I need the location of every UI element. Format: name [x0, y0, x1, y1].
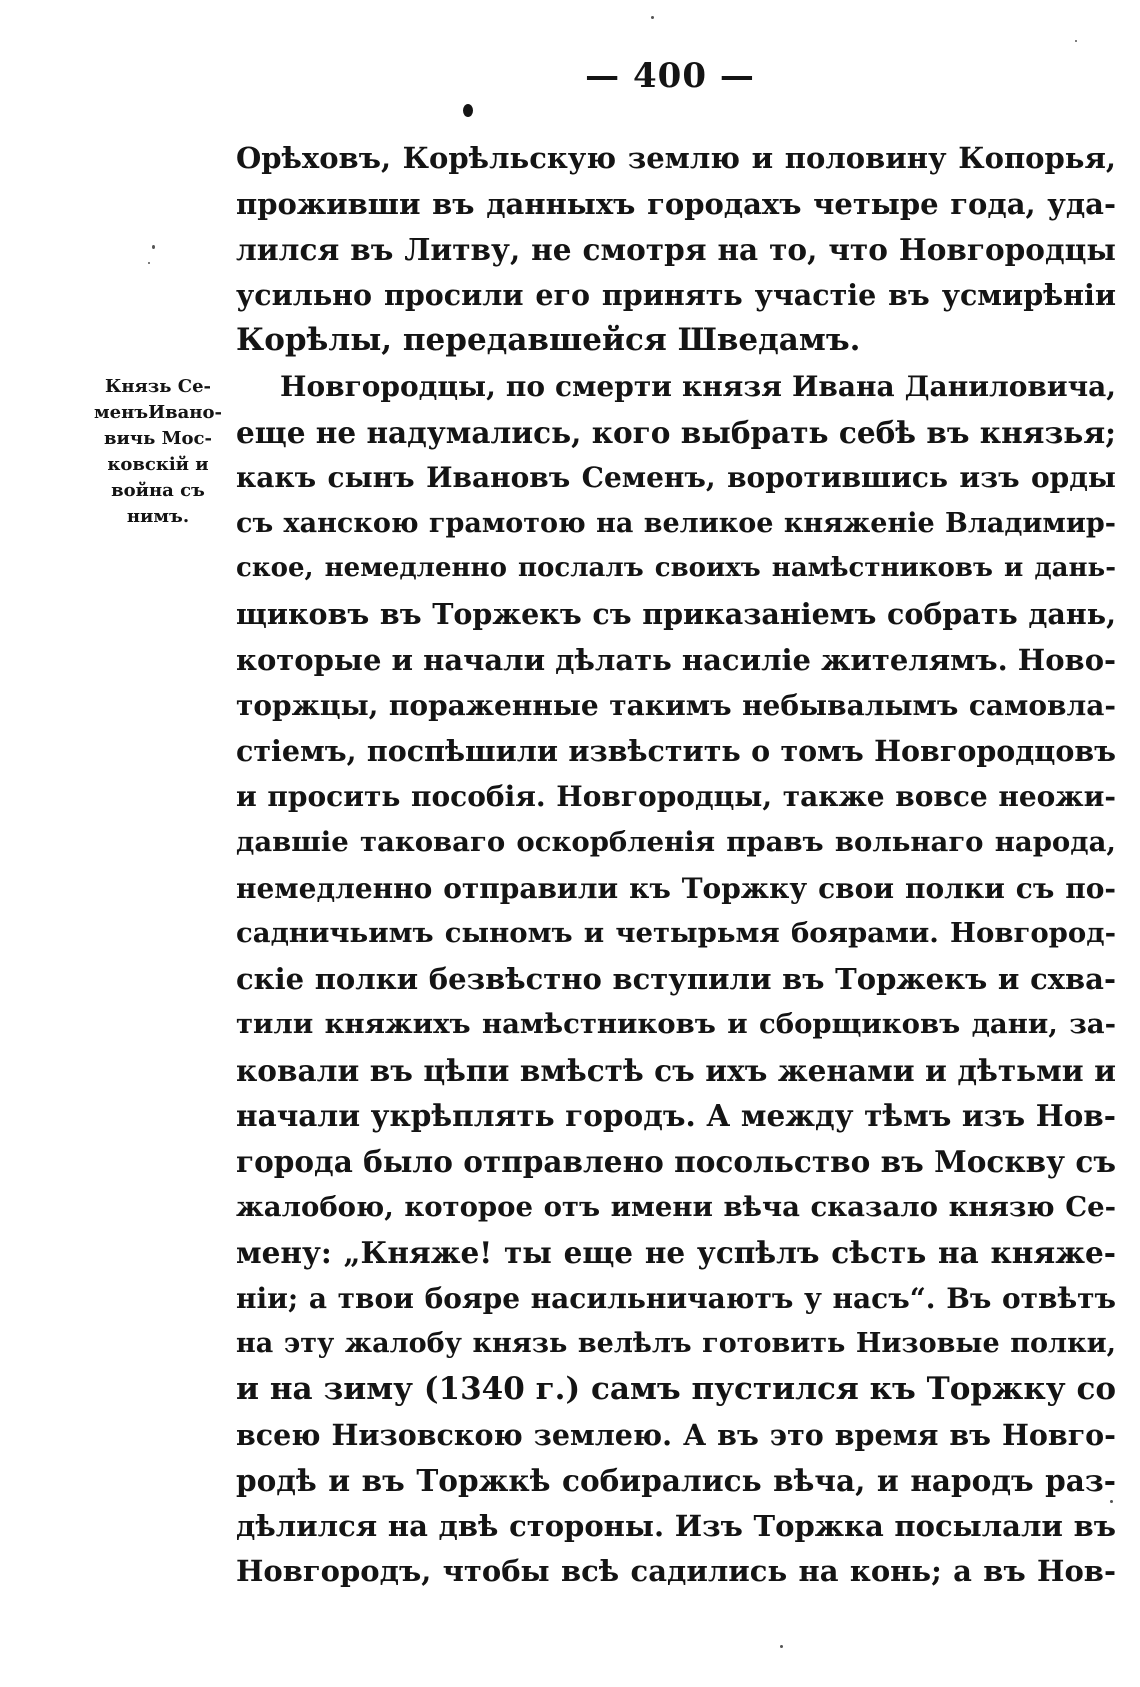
- margin-note-line: нимъ.: [126, 506, 190, 527]
- text-line: тили княжихъ намѣстниковъ и сборщиковъ дани, за-: [236, 1008, 1116, 1041]
- text-line: и на зиму (1340 г.) самъ пустился къ Торжку со: [236, 1371, 1116, 1408]
- text-line: ковали въ цѣпи вмѣстѣ съ ихъ женами и дѣтьми и: [236, 1052, 1116, 1088]
- text-line: города было отправлено посольство въ Москву съ: [236, 1144, 1116, 1180]
- paragraph: [236, 136, 1116, 364]
- text-line: лился въ Литву, не смотря на то, что Новгородцы: [236, 232, 1116, 268]
- text-line: Новгородцы, по смерти князя Ивана Даниловича,: [280, 369, 1116, 403]
- body-text: [236, 136, 1116, 1595]
- text-line: стіемъ, поспѣшили извѣстить о томъ Новгородцовъ: [236, 733, 1116, 768]
- margin-note-line: менъИвано-: [94, 402, 222, 423]
- margin-note-line: ковскій и: [107, 454, 209, 475]
- text-line: торжцы, пораженные такимъ небывалымъ самовла-: [236, 689, 1116, 723]
- text-line: съ ханскою грамотою на великое княженіе Владимир-: [236, 507, 1116, 539]
- text-line: щиковъ въ Торжекъ съ приказаніемъ собрать дань,: [236, 596, 1116, 631]
- text-line: на эту жалобу князь велѣлъ готовить Низовые полки,: [236, 1328, 1116, 1360]
- text-line: и просить пособія. Новгородцы, также вовсе неожи-: [236, 780, 1116, 814]
- text-line: дѣлился на двѣ стороны. Изъ Торжка посылали въ: [236, 1508, 1116, 1543]
- text-line: Новгородъ, чтобы всѣ садились на конь; а въ Нов-: [236, 1554, 1116, 1589]
- margin-note-line: война съ: [111, 480, 205, 501]
- text-line: усильно просили его принять участіе въ усмирѣніи: [236, 277, 1116, 312]
- text-line: еще не надумались, кого выбрать себѣ въ князья;: [236, 414, 1116, 450]
- text-line: проживши въ данныхъ городахъ четыре года, уда-: [236, 186, 1116, 221]
- text-line: Корѣлы, передавшейся Шведамъ.: [236, 322, 861, 359]
- text-line: которые и начали дѣлать насиліе жителямъ. Ново-: [236, 642, 1117, 677]
- margin-note-line: Князь Се-: [104, 376, 212, 397]
- text-line: всею Низовскою землею. А въ это время въ Новго-: [236, 1417, 1116, 1452]
- text-line: жалобою, которое отъ имени вѣча сказало князю Се-: [236, 1190, 1116, 1223]
- text-line: какъ сынъ Ивановъ Семенъ, воротившись изъ орды: [236, 461, 1116, 495]
- margin-note-line: вичь Мос-: [104, 428, 212, 449]
- text-line: Орѣховъ, Корѣльскую землю и половину Копорья,: [236, 141, 1116, 175]
- text-line: скіе полки безвѣстно вступили въ Торжекъ и схва-: [236, 961, 1116, 996]
- text-line: немедленно отправили къ Торжку свои полки съ по-: [236, 871, 1116, 905]
- text-line: ніи; а твои бояре насильничаютъ у насъ“. Въ отвѣтъ: [236, 1281, 1116, 1315]
- text-line: родѣ и въ Торжкѣ собирались вѣча, и народъ раз-: [236, 1463, 1116, 1499]
- text-line: садничьимъ сыномъ и четырьмя боярами. Новгород-: [236, 917, 1116, 950]
- text-line: мену: „Княже! ты еще не успѣлъ сѣсть на княже-: [236, 1235, 1116, 1271]
- text-line: начали укрѣплять городъ. А между тѣмъ изъ Нов-: [236, 1098, 1116, 1134]
- paragraph: [236, 364, 1116, 1595]
- text-line: давшіе таковаго оскорбленія правъ вольнаго народа,: [236, 825, 1116, 858]
- margin-note: [84, 374, 232, 530]
- page-number: — 400 —: [585, 56, 755, 96]
- text-line: ское, немедленно послалъ своихъ намѣстниковъ и дань-: [236, 553, 1116, 584]
- ink-blot-mark: [463, 104, 473, 117]
